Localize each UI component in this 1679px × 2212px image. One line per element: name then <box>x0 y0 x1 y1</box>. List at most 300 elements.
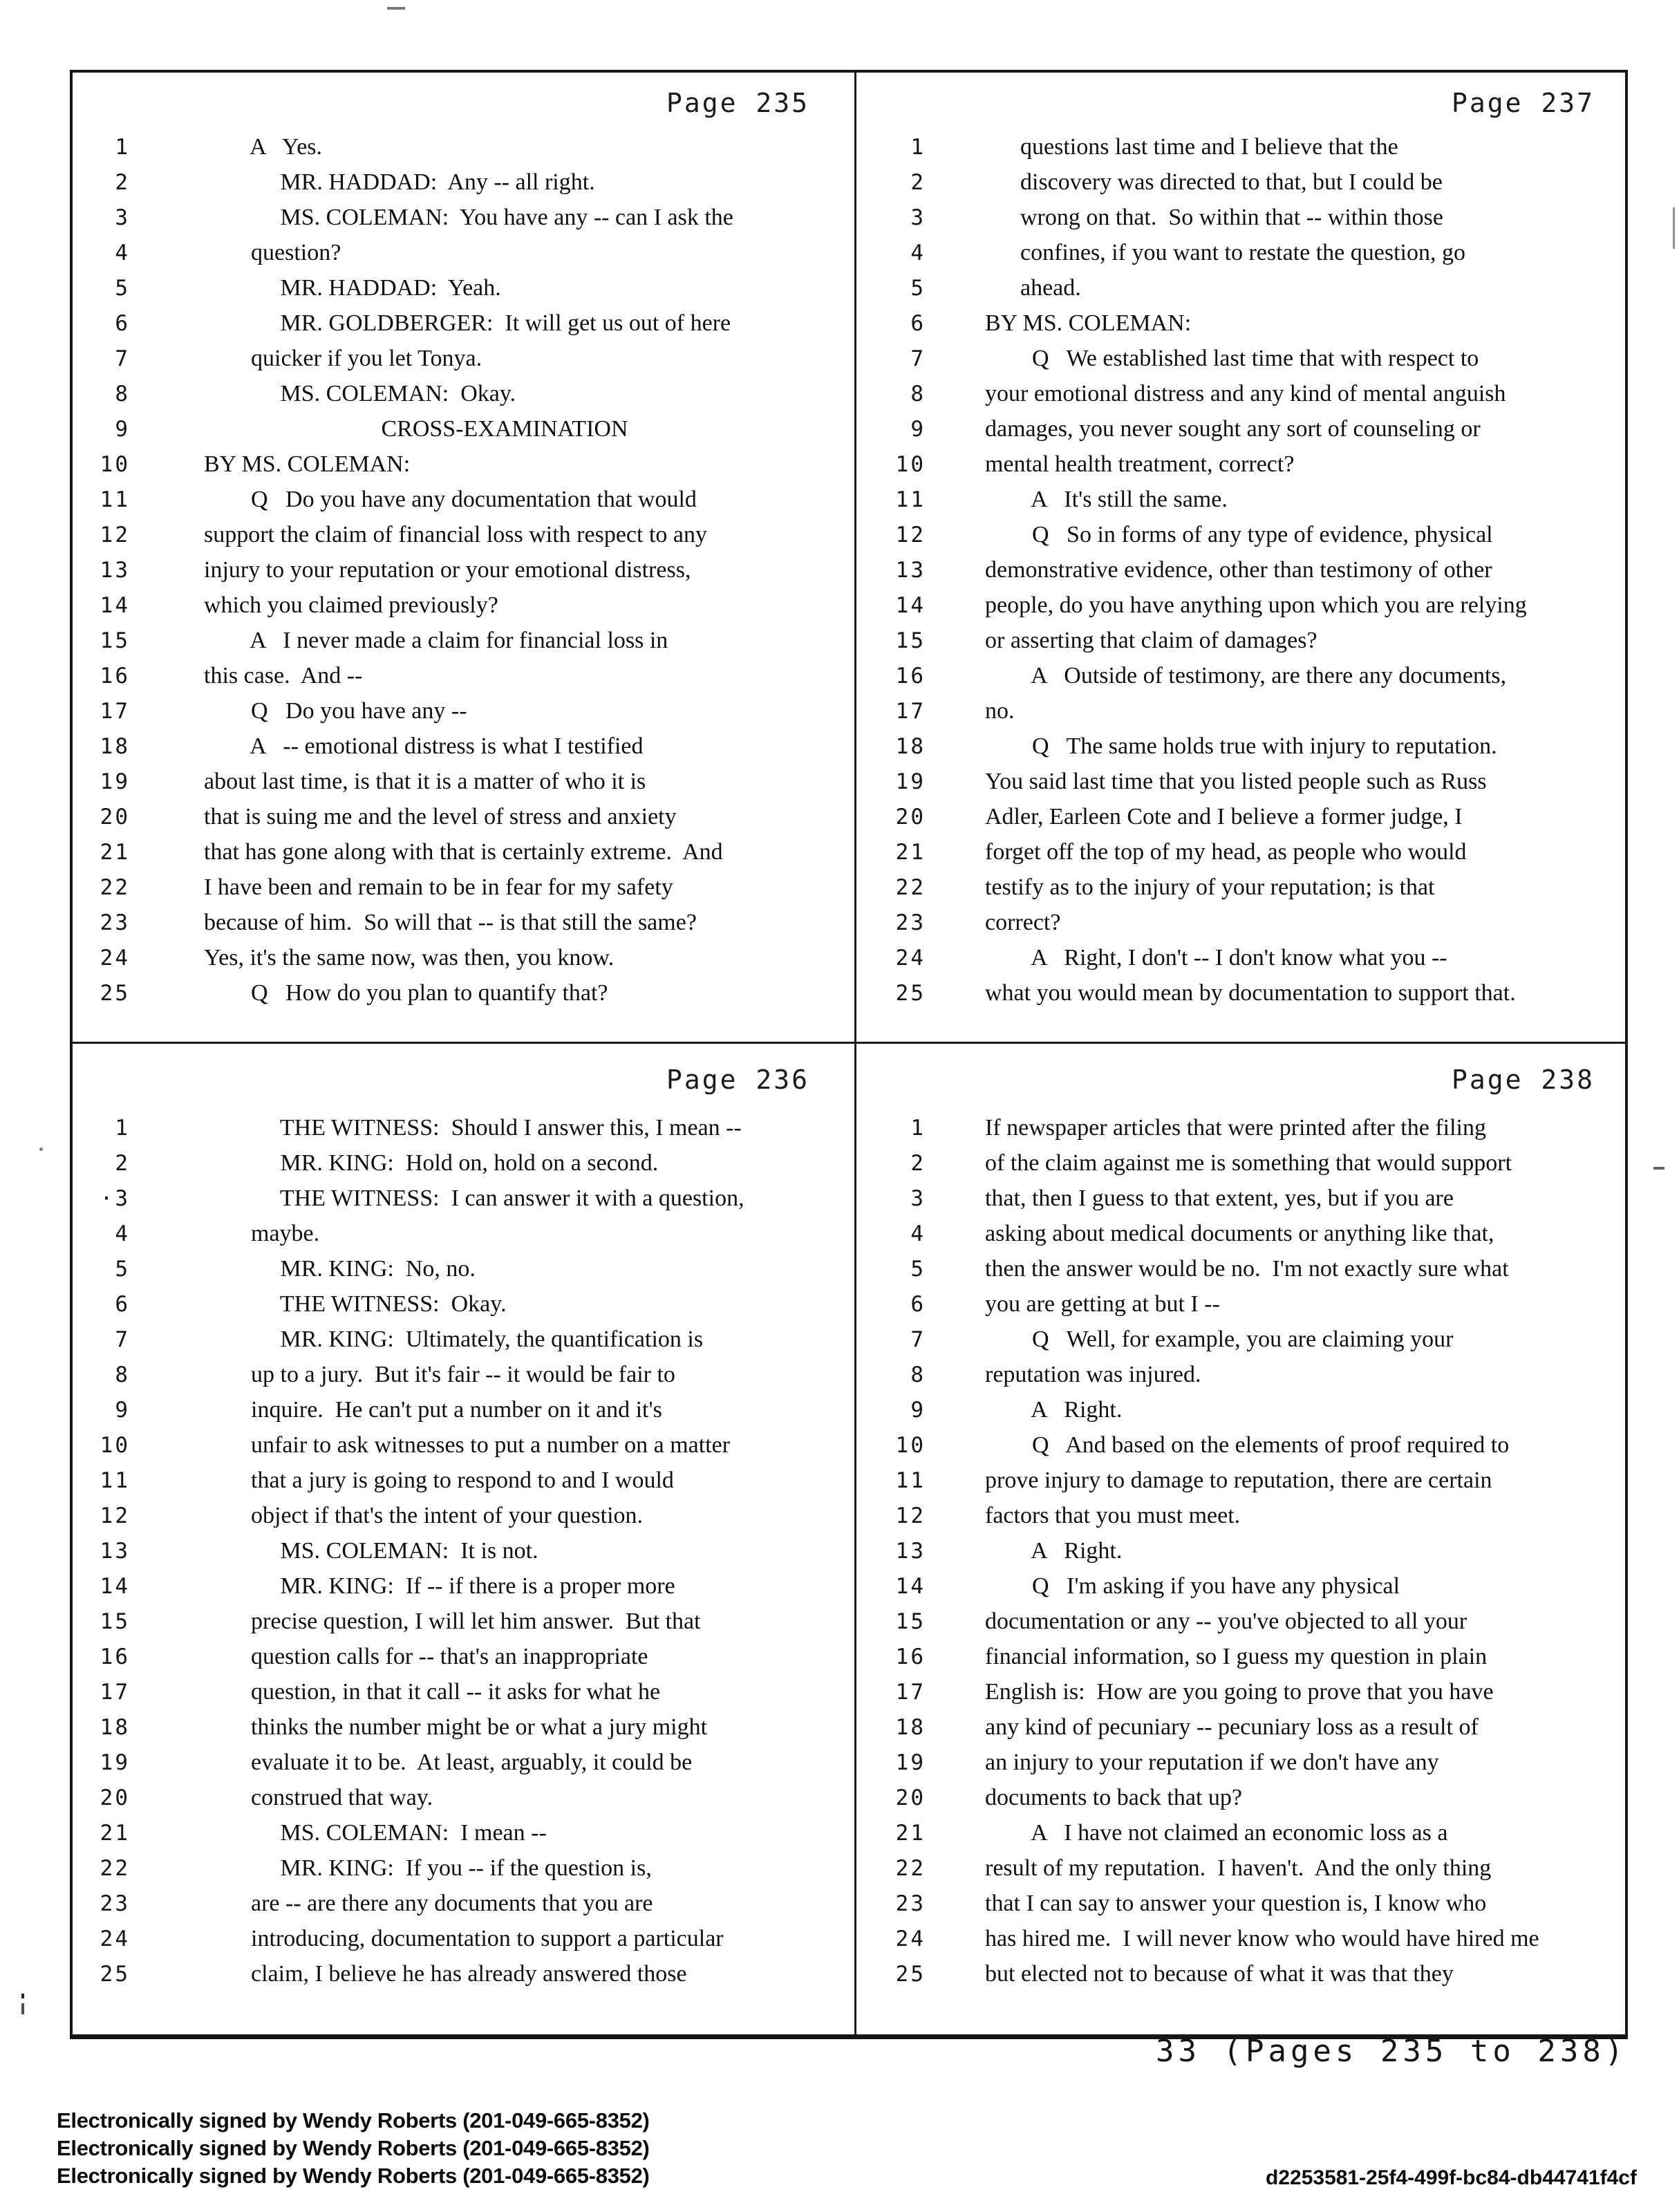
line-text: MR. KING: Hold on, hold on a second. <box>204 1150 659 1176</box>
line-text: reputation was injured. <box>985 1362 1201 1387</box>
transcript-line <box>891 908 1620 943</box>
line-text: demonstrative evidence, other than testimony of other <box>985 557 1492 583</box>
transcript-page-238 <box>856 1045 1625 2036</box>
line-text: this case. And -- <box>204 663 363 688</box>
transcript-line <box>92 767 847 802</box>
line-number: 9 <box>115 417 130 442</box>
line-text: has hired me. I will never know who would have hired me <box>985 1926 1539 1951</box>
transcript-line <box>92 837 847 872</box>
line-number: 2 <box>910 170 926 195</box>
line-number: 11 <box>895 487 926 512</box>
line-text: that, then I guess to that extent, yes, but if you are <box>985 1185 1454 1211</box>
line-number: 13 <box>895 1539 926 1564</box>
line-text: inquire. He can't put a number on it and it's <box>204 1397 662 1423</box>
transcript-line <box>891 1289 1620 1324</box>
transcript-line <box>891 837 1620 872</box>
transcript-line <box>92 485 847 520</box>
line-number: 1 <box>115 135 130 160</box>
transcript-line <box>92 696 847 731</box>
page-number-header: Page 236 <box>666 1065 809 1095</box>
line-number: 14 <box>100 1574 130 1599</box>
line-number: 12 <box>100 1503 130 1528</box>
line-text: no. <box>985 698 1015 724</box>
line-text: THE WITNESS: Should I answer this, I mean -- <box>204 1115 742 1141</box>
line-number: 3 <box>910 205 926 230</box>
line-number: 14 <box>895 593 926 618</box>
line-number: 7 <box>115 1327 130 1352</box>
transcript-line <box>891 1183 1620 1219</box>
line-text: an injury to your reputation if we don't have any <box>985 1750 1439 1775</box>
transcript-page-236 <box>71 1045 852 2036</box>
line-number: 17 <box>895 699 926 724</box>
line-number: 17 <box>100 699 130 724</box>
transcript-line <box>891 1219 1620 1254</box>
transcript-line <box>891 1747 1620 1783</box>
line-number: 19 <box>100 1750 130 1775</box>
line-number: 21 <box>895 1821 926 1846</box>
transcript-line <box>891 1888 1620 1924</box>
line-text: A Right. <box>985 1397 1123 1423</box>
line-text: that a jury is going to respond to and I would <box>204 1468 674 1493</box>
transcript-line <box>891 555 1620 590</box>
transcript-line <box>92 1642 847 1677</box>
line-number: 13 <box>100 558 130 583</box>
page-number-header: Page 238 <box>1451 1065 1595 1095</box>
transcript-line <box>891 414 1620 449</box>
transcript-line <box>891 1536 1620 1571</box>
line-number: 22 <box>100 875 130 900</box>
line-text: THE WITNESS: I can answer it with a question, <box>204 1185 744 1211</box>
transcript-line <box>92 1360 847 1395</box>
transcript-line <box>891 1571 1620 1606</box>
transcript-lines <box>891 1113 1620 1994</box>
transcript-line <box>92 1536 847 1571</box>
line-text: thinks the number might be or what a jury might <box>204 1714 708 1740</box>
line-text: question, in that it call -- it asks for what he <box>204 1679 661 1705</box>
line-number: 4 <box>115 1221 130 1246</box>
line-number: 10 <box>895 452 926 477</box>
scan-artifact <box>39 1147 43 1151</box>
line-number: 1 <box>115 1116 130 1141</box>
line-text: Q I'm asking if you have any physical <box>985 1573 1400 1599</box>
transcript-line <box>92 1501 847 1536</box>
line-text: MR. HADDAD: Yeah. <box>204 275 501 301</box>
line-text: up to a jury. But it's fair -- it would be fair to <box>204 1362 675 1387</box>
line-text: MR. GOLDBERGER: It will get us out of here <box>204 310 731 336</box>
line-text: documents to back that up? <box>985 1785 1243 1810</box>
transcript-line <box>891 379 1620 414</box>
line-text: MS. COLEMAN: Okay. <box>204 381 516 406</box>
line-text: BY MS. COLEMAN: <box>204 451 411 477</box>
line-text: you are getting at but I -- <box>985 1291 1220 1317</box>
line-number: 18 <box>895 734 926 759</box>
transcript-line <box>92 1677 847 1712</box>
transcript-line <box>92 626 847 661</box>
line-text: financial information, so I guess my question in plain <box>985 1644 1488 1669</box>
line-text: A Right, I don't -- I don't know what you -- <box>985 945 1447 971</box>
transcript-line <box>92 1395 847 1430</box>
transcript-line <box>891 1818 1620 1853</box>
line-text: asking about medical documents or anything like that, <box>985 1221 1494 1246</box>
line-text: Q Well, for example, you are claiming your <box>985 1327 1454 1352</box>
transcript-line <box>891 1430 1620 1465</box>
transcript-line <box>891 731 1620 767</box>
row-divider <box>71 1042 1628 1044</box>
sheet-page-range-label: 33 (Pages 235 to 238) <box>1156 2034 1628 2069</box>
line-text: result of my reputation. I haven't. And the only thing <box>985 1855 1492 1881</box>
line-number: 25 <box>895 981 926 1006</box>
line-number: 5 <box>910 1257 926 1282</box>
transcript-line <box>92 1465 847 1501</box>
transcript-line <box>891 1783 1620 1818</box>
transcript-line <box>891 1324 1620 1360</box>
transcript-line <box>891 485 1620 520</box>
line-number: 22 <box>100 1856 130 1881</box>
line-number: 20 <box>895 1785 926 1810</box>
line-number: 25 <box>100 1962 130 1987</box>
transcript-line <box>891 1924 1620 1959</box>
line-text: precise question, I will let him answer. But that <box>204 1609 701 1634</box>
transcript-line <box>92 1430 847 1465</box>
line-number: 12 <box>895 523 926 547</box>
line-number: 9 <box>910 1398 926 1423</box>
line-text: MR. KING: If you -- if the question is, <box>204 1855 652 1881</box>
line-number: 15 <box>100 1609 130 1634</box>
line-text: MR. KING: No, no. <box>204 1256 476 1282</box>
line-number: 5 <box>115 276 130 301</box>
line-number: 10 <box>100 452 130 477</box>
line-text: testify as to the injury of your reputation; is that <box>985 874 1435 900</box>
line-number: 23 <box>895 910 926 935</box>
line-number: 24 <box>895 1927 926 1951</box>
transcript-line <box>92 555 847 590</box>
line-text: discovery was directed to that, but I could be <box>985 169 1443 195</box>
line-number: 6 <box>910 311 926 336</box>
transcript-line <box>92 520 847 555</box>
line-number: 19 <box>895 1750 926 1775</box>
transcript-line <box>891 1254 1620 1289</box>
line-text: but elected not to because of what it was that they <box>985 1961 1454 1987</box>
line-text: mental health treatment, correct? <box>985 451 1295 477</box>
line-text: claim, I believe he has already answered those <box>204 1961 687 1987</box>
line-text: construed that way. <box>204 1785 433 1810</box>
line-number: 9 <box>115 1398 130 1423</box>
line-text: A I have not claimed an economic loss as a <box>985 1820 1448 1846</box>
line-text: English is: How are you going to prove that you have <box>985 1679 1494 1705</box>
transcript-line <box>92 943 847 978</box>
transcript-line <box>891 767 1620 802</box>
line-text: damages, you never sought any sort of counseling or <box>985 416 1481 442</box>
transcript-line <box>92 1113 847 1148</box>
transcript-line <box>92 1324 847 1360</box>
line-number: 23 <box>100 1891 130 1916</box>
line-number: 17 <box>895 1680 926 1705</box>
signature-line: Electronically signed by Wendy Roberts (201-049-665-8352) <box>57 2164 650 2188</box>
line-number: 12 <box>895 1503 926 1528</box>
line-number: 16 <box>895 1644 926 1669</box>
line-number: 11 <box>100 487 130 512</box>
line-number: 6 <box>910 1292 926 1317</box>
scan-artifact <box>387 7 405 10</box>
transcript-line <box>891 1606 1620 1642</box>
line-text: Q Do you have any documentation that would <box>204 487 697 512</box>
line-text: Q And based on the elements of proof required to <box>985 1432 1510 1458</box>
transcript-line <box>891 1360 1620 1395</box>
line-text: MR. KING: Ultimately, the quantification is <box>204 1327 704 1352</box>
transcript-line <box>92 978 847 1013</box>
line-text: factors that you must meet. <box>985 1503 1241 1528</box>
line-text: maybe. <box>204 1221 320 1246</box>
transcript-page-235 <box>71 71 852 1039</box>
line-text: or asserting that claim of damages? <box>985 628 1317 653</box>
line-text: questions last time and I believe that the <box>985 134 1398 160</box>
transcript-line <box>891 590 1620 626</box>
line-text: A Right. <box>985 1538 1123 1564</box>
line-text: CROSS-EXAMINATION <box>381 416 628 442</box>
line-number: 15 <box>100 628 130 653</box>
transcript-line <box>891 132 1620 167</box>
transcript-lines <box>92 1113 847 1994</box>
line-number: 8 <box>115 382 130 406</box>
line-number: 18 <box>100 734 130 759</box>
scan-artifact <box>21 1994 24 1998</box>
line-text: BY MS. COLEMAN: <box>985 310 1192 336</box>
transcript-line <box>891 344 1620 379</box>
scan-artifact <box>21 2003 24 2014</box>
line-number: 5 <box>115 1257 130 1282</box>
transcript-line <box>92 273 847 308</box>
transcript-line <box>92 344 847 379</box>
transcript-line <box>92 1148 847 1183</box>
line-text: Adler, Earleen Cote and I believe a former judge, I <box>985 804 1463 830</box>
transcript-line <box>891 1642 1620 1677</box>
scan-artifact <box>1653 1167 1664 1170</box>
line-number: 6 <box>115 311 130 336</box>
line-number: 11 <box>100 1468 130 1493</box>
electronic-signature-block <box>57 2107 650 2190</box>
transcript-line <box>891 978 1620 1013</box>
line-text: question calls for -- that's an inappropriate <box>204 1644 648 1669</box>
line-text: Q So in forms of any type of evidence, physical <box>985 522 1493 547</box>
transcript-line <box>92 203 847 238</box>
line-number: 19 <box>895 769 926 794</box>
transcript-line <box>92 1219 847 1254</box>
transcript-line <box>92 1254 847 1289</box>
transcript-line <box>891 661 1620 696</box>
line-number: 20 <box>895 805 926 830</box>
line-number: 21 <box>100 1821 130 1846</box>
line-text: people, do you have anything upon which you are relying <box>985 592 1527 618</box>
line-text: A Yes. <box>204 134 323 160</box>
line-text: Yes, it's the same now, was then, you know. <box>204 945 615 971</box>
line-number: 20 <box>100 805 130 830</box>
line-number: 18 <box>100 1715 130 1740</box>
transcript-line <box>92 1959 847 1994</box>
transcript-line <box>92 414 847 449</box>
line-number: 23 <box>100 910 130 935</box>
line-text: MS. COLEMAN: It is not. <box>204 1538 538 1564</box>
line-number: 20 <box>100 1785 130 1810</box>
transcript-line <box>891 943 1620 978</box>
line-number: 15 <box>895 1609 926 1634</box>
transcript-line <box>92 1712 847 1747</box>
transcript-line <box>891 1501 1620 1536</box>
transcript-line <box>92 1924 847 1959</box>
line-number: 24 <box>895 946 926 971</box>
line-text: MS. COLEMAN: You have any -- can I ask the <box>204 205 733 230</box>
transcript-line <box>891 1853 1620 1888</box>
line-number: 23 <box>895 1891 926 1916</box>
line-text: then the answer would be no. I'm not exactly sure what <box>985 1256 1509 1282</box>
transcript-lines <box>92 132 847 1013</box>
transcript-line <box>92 1289 847 1324</box>
transcript-line <box>92 908 847 943</box>
line-number: 21 <box>100 840 130 865</box>
transcript-line <box>92 132 847 167</box>
transcript-line <box>92 1606 847 1642</box>
line-number: 3 <box>910 1186 926 1211</box>
transcript-line <box>92 238 847 273</box>
line-text: which you claimed previously? <box>204 592 498 618</box>
line-number: 13 <box>100 1539 130 1564</box>
line-number: 1 <box>910 1116 926 1141</box>
line-text: confines, if you want to restate the question, go <box>985 240 1465 265</box>
line-number: 7 <box>910 1327 926 1352</box>
line-number: 16 <box>895 664 926 688</box>
scan-artifact <box>1673 207 1675 249</box>
line-text: question? <box>204 240 341 265</box>
line-number: 4 <box>910 1221 926 1246</box>
line-number: 2 <box>115 170 130 195</box>
line-number: 22 <box>895 1856 926 1881</box>
line-text: your emotional distress and any kind of mental anguish <box>985 381 1506 406</box>
line-number: 4 <box>910 241 926 265</box>
line-text: THE WITNESS: Okay. <box>204 1291 507 1317</box>
line-text: documentation or any -- you've objected to all your <box>985 1609 1467 1634</box>
transcript-line <box>92 1783 847 1818</box>
transcript-line <box>92 379 847 414</box>
line-text: are -- are there any documents that you are <box>204 1891 653 1916</box>
line-text: forget off the top of my head, as people who would <box>985 839 1467 865</box>
transcript-line <box>92 167 847 203</box>
line-number: 25 <box>895 1962 926 1987</box>
transcript-line <box>891 1148 1620 1183</box>
transcript-line <box>891 626 1620 661</box>
transcript-line <box>891 802 1620 837</box>
line-number: 8 <box>910 382 926 406</box>
transcript-line <box>92 872 847 908</box>
line-number: 14 <box>895 1574 926 1599</box>
transcript-line <box>891 449 1620 485</box>
transcript-line <box>92 661 847 696</box>
line-text: If newspaper articles that were printed after the filing <box>985 1115 1487 1141</box>
line-text: support the claim of financial loss with respect to any <box>204 522 707 547</box>
line-number: 10 <box>895 1433 926 1458</box>
transcript-line <box>92 590 847 626</box>
transcript-line <box>92 802 847 837</box>
transcript-line <box>891 872 1620 908</box>
line-text: what you would mean by documentation to support that. <box>985 980 1516 1006</box>
transcript-line <box>92 1183 847 1219</box>
line-text: Q Do you have any -- <box>204 698 467 724</box>
line-text: Q We established last time that with respect to <box>985 346 1479 371</box>
transcript-line <box>92 731 847 767</box>
line-text: A I never made a claim for financial loss in <box>204 628 668 653</box>
transcript-line <box>92 1747 847 1783</box>
line-text: introducing, documentation to support a particular <box>204 1926 724 1951</box>
transcript-line <box>891 167 1620 203</box>
line-text: A It's still the same. <box>985 487 1228 512</box>
line-number: 6 <box>115 1292 130 1317</box>
line-text: MR. HADDAD: Any -- all right. <box>204 169 595 195</box>
line-text: You said last time that you listed people such as Russ <box>985 769 1487 794</box>
transcript-line <box>92 1888 847 1924</box>
line-text: A -- emotional distress is what I testified <box>204 733 644 759</box>
line-text: MR. KING: If -- if there is a proper more <box>204 1573 675 1599</box>
line-text: object if that's the intent of your question. <box>204 1503 644 1528</box>
line-number: 5 <box>910 276 926 301</box>
line-text: because of him. So will that -- is that still the same? <box>204 910 697 935</box>
line-number: 7 <box>115 346 130 371</box>
page-number-header: Page 237 <box>1451 88 1595 118</box>
line-text: A Outside of testimony, are there any documents, <box>985 663 1507 688</box>
line-text: Q The same holds true with injury to reputation. <box>985 733 1497 759</box>
line-text: quicker if you let Tonya. <box>204 346 482 371</box>
line-text: injury to your reputation or your emotional distress, <box>204 557 691 583</box>
line-number: 9 <box>910 417 926 442</box>
transcript-line <box>92 1818 847 1853</box>
transcript-line <box>891 1395 1620 1430</box>
transcript-page-237 <box>856 71 1625 1039</box>
line-number: ·3 <box>100 1186 130 1211</box>
transcript-lines <box>891 132 1620 1013</box>
line-number: 18 <box>895 1715 926 1740</box>
line-number: 8 <box>115 1362 130 1387</box>
line-number: 15 <box>895 628 926 653</box>
signature-line: Electronically signed by Wendy Roberts (201-049-665-8352) <box>57 2108 650 2133</box>
line-number: 19 <box>100 769 130 794</box>
transcript-line <box>92 308 847 344</box>
transcript-line <box>891 273 1620 308</box>
signature-line: Electronically signed by Wendy Roberts (201-049-665-8352) <box>57 2136 650 2160</box>
line-number: 10 <box>100 1433 130 1458</box>
line-number: 14 <box>100 593 130 618</box>
line-number: 24 <box>100 946 130 971</box>
line-number: 8 <box>910 1362 926 1387</box>
transcript-line <box>92 1571 847 1606</box>
line-text: prove injury to damage to reputation, there are certain <box>985 1468 1492 1493</box>
transcript-line <box>891 520 1620 555</box>
line-text: evaluate it to be. At least, arguably, it could be <box>204 1750 693 1775</box>
transcript-line <box>891 238 1620 273</box>
line-text: about last time, is that it is a matter of who it is <box>204 769 646 794</box>
transcript-line <box>891 696 1620 731</box>
line-number: 3 <box>115 205 130 230</box>
transcript-line <box>92 1853 847 1888</box>
line-number: 12 <box>100 523 130 547</box>
transcript-line <box>891 308 1620 344</box>
transcript-line <box>891 1465 1620 1501</box>
line-number: 2 <box>910 1151 926 1176</box>
line-text: wrong on that. So within that -- within those <box>985 205 1443 230</box>
transcript-line <box>891 203 1620 238</box>
page-number-header: Page 235 <box>666 88 809 118</box>
line-number: 17 <box>100 1680 130 1705</box>
transcript-line <box>92 449 847 485</box>
transcript-line <box>891 1959 1620 1994</box>
line-number: 21 <box>895 840 926 865</box>
line-number: 11 <box>895 1468 926 1493</box>
